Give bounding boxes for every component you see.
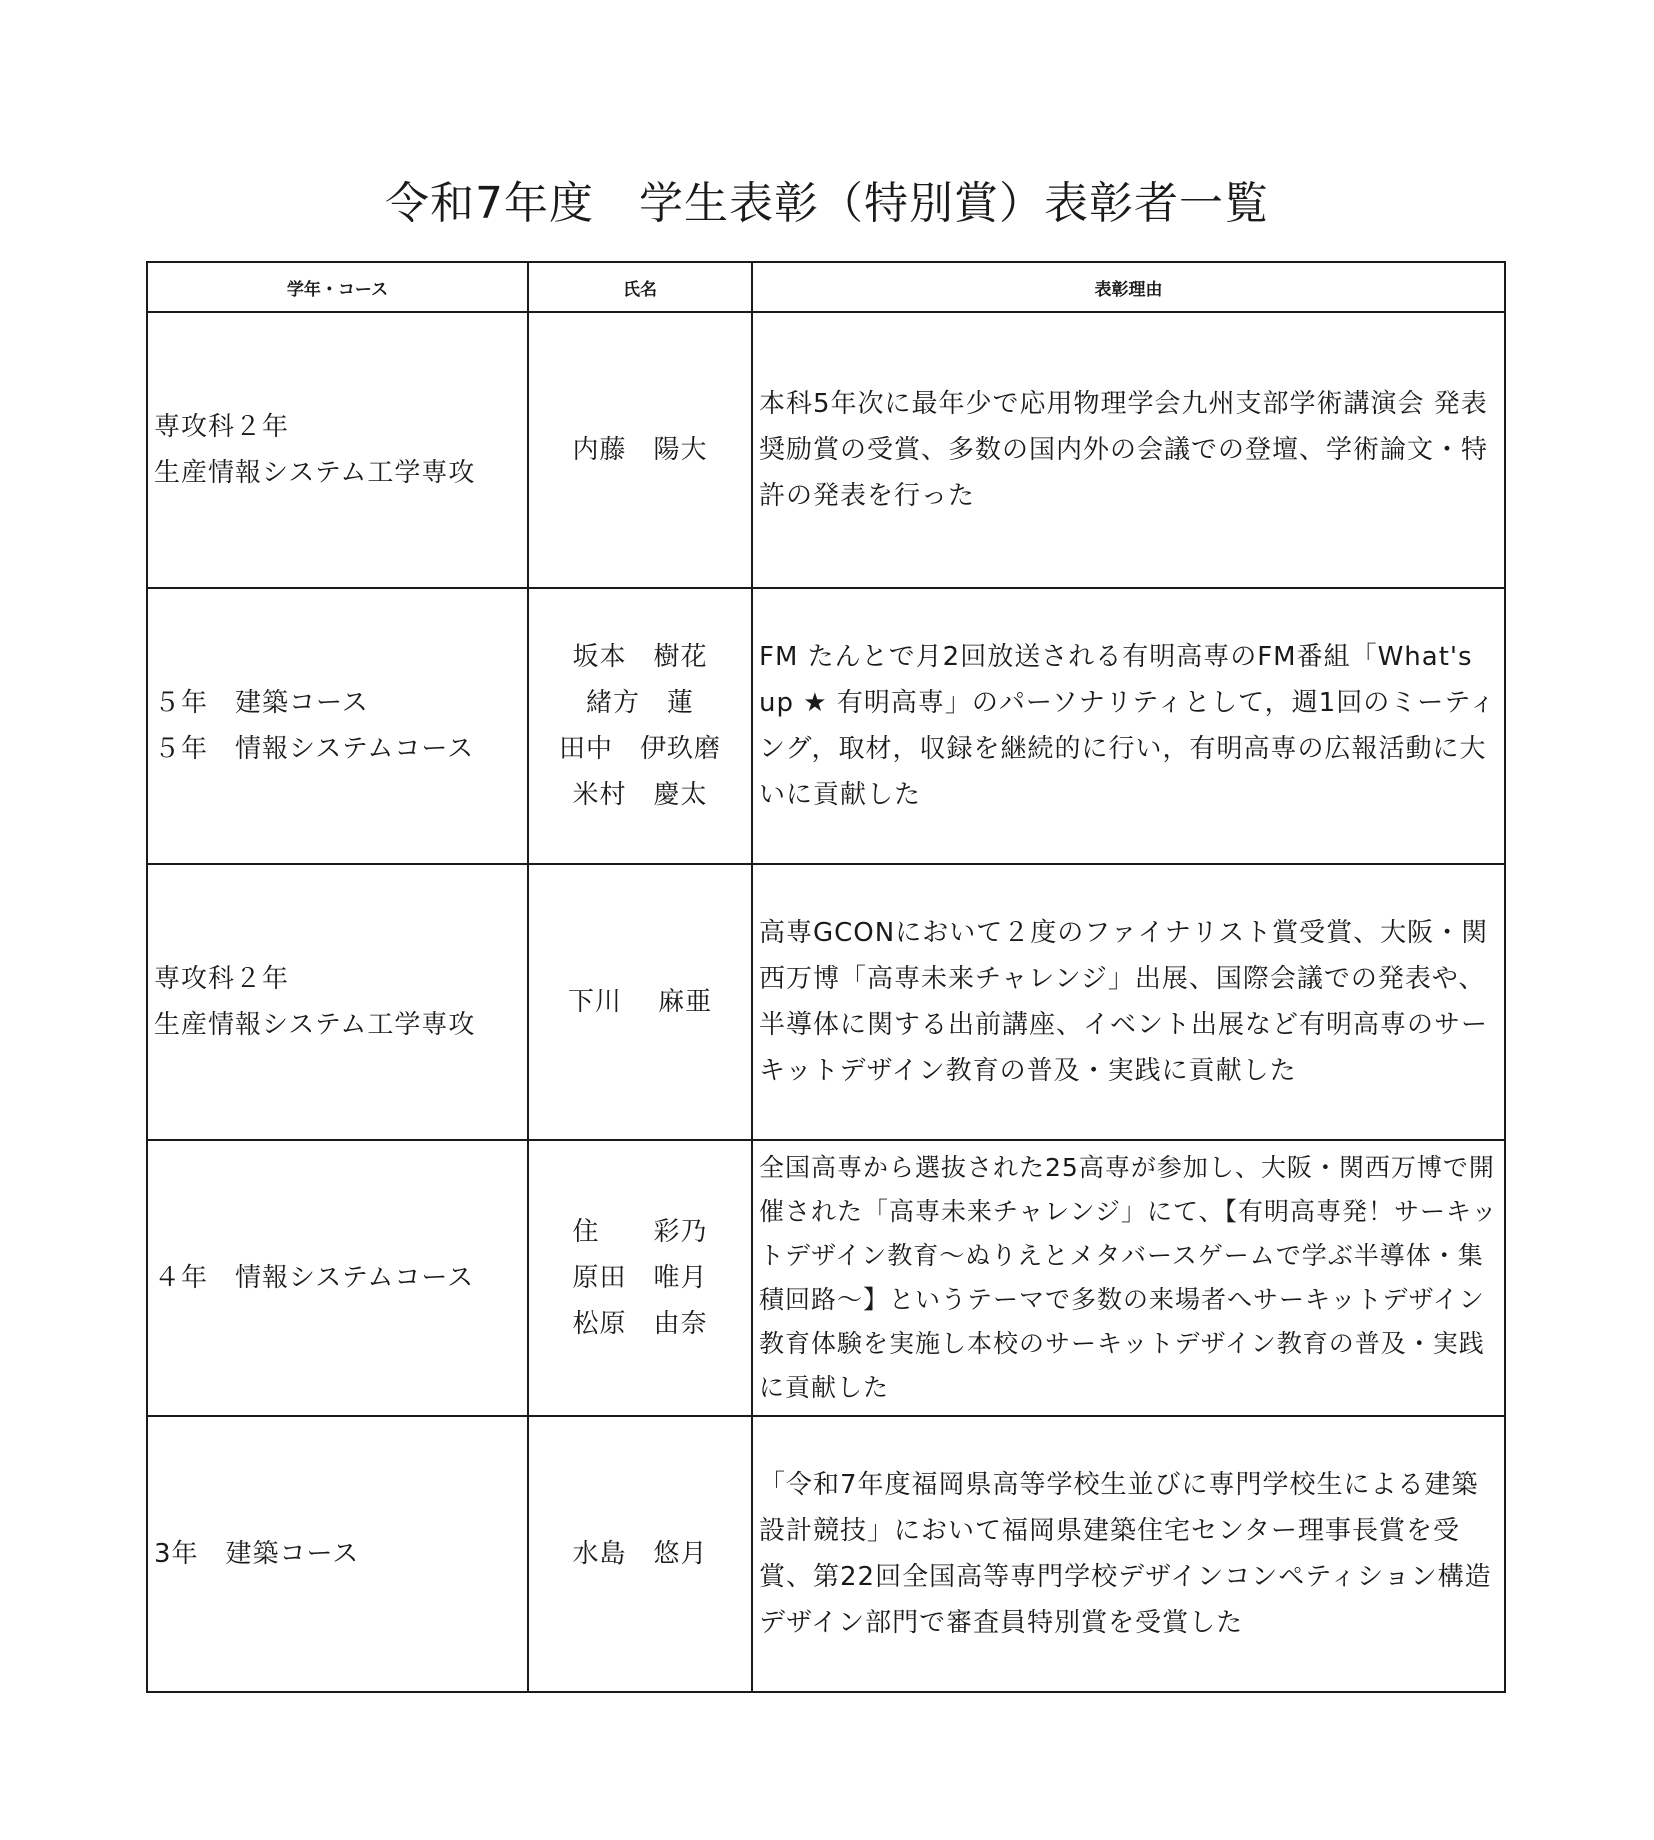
table-header-row — [147, 262, 1505, 312]
names-cell — [528, 1416, 752, 1692]
course-line: 生産情報システム工学専攻 — [154, 458, 476, 488]
names-cell — [528, 588, 752, 864]
course-cell — [147, 588, 528, 864]
reason-cell — [752, 1140, 1505, 1416]
course-line: 専攻科２年 — [154, 964, 290, 994]
student-name: 松原 由奈 — [572, 1309, 708, 1339]
reason-text: 全国高専から選抜された25高専が参加し、大阪・関西万博で開催された「高専未来チャレンジ」にて、【有明高専発！サーキットデザイン教育～ぬりえとメタバースゲームで学ぶ半導体・集積回路～】というテーマで多数の来場者へサーキットデザイン教育体験を実施し本校のサーキットデザイン教育の普及・実践に貢献した — [759, 1153, 1498, 1402]
names-cell — [528, 312, 752, 588]
student-name: 坂本 樹花 — [572, 642, 708, 672]
names-cell — [528, 1140, 752, 1416]
reason-cell — [752, 864, 1505, 1140]
course-line: ４年 情報システムコース — [154, 1263, 475, 1293]
table-row — [147, 1416, 1505, 1692]
header-reason: 表彰理由 — [752, 262, 1505, 312]
course-cell — [147, 312, 528, 588]
course-line: ５年 情報システムコース — [154, 734, 475, 764]
course-cell — [147, 1416, 528, 1692]
student-name: 緒方 蓮 — [585, 688, 694, 718]
student-name: 下川 麻亜 — [567, 987, 713, 1017]
reason-text: 高専GCONにおいて２度のファイナリスト賞受賞、大阪・関西万博「高専未来チャレンジ」出展、国際会議での発表や、半導体に関する出前講座、イベント出展など有明高専のサーキットデザイン教育の普及・実践に貢献した — [759, 918, 1489, 1086]
course-line: 3年 建築コース — [154, 1539, 360, 1569]
student-name: 住 彩乃 — [572, 1217, 708, 1247]
student-name: 水島 悠月 — [572, 1539, 708, 1569]
reason-text: FM たんとで月2回放送される有明高専のFM番組「What's up ★ 有明高専」のパーソナリティとして，週1回のミーティング，取材，収録を継続的に行い，有明高専の広報活動に大いに貢献した — [759, 642, 1497, 810]
table-row — [147, 588, 1505, 864]
reason-cell — [752, 1416, 1505, 1692]
reason-cell — [752, 588, 1505, 864]
student-name: 内藤 陽大 — [572, 435, 708, 465]
reason-cell — [752, 312, 1505, 588]
student-name: 米村 慶太 — [572, 780, 708, 810]
course-cell — [147, 864, 528, 1140]
course-cell — [147, 1140, 528, 1416]
table-row — [147, 864, 1505, 1140]
header-course: 学年・コース — [147, 262, 528, 312]
course-line: 専攻科２年 — [154, 412, 290, 442]
names-cell — [528, 864, 752, 1140]
table-row — [147, 312, 1505, 588]
course-line: ５年 建築コース — [154, 688, 369, 718]
student-name: 原田 唯月 — [572, 1263, 708, 1293]
page-title: 令和7年度 学生表彰（特別賞）表彰者一覧 — [385, 178, 1269, 229]
table-row — [147, 1140, 1505, 1416]
reason-text: 「令和7年度福岡県高等学校生並びに専門学校生による建築設計競技」において福岡県建築住宅センター理事長賞を受賞、第22回全国高等専門学校デザインコンペティション構造デザイン部門で審査員特別賞を受賞した — [759, 1470, 1492, 1638]
reason-text: 本科5年次に最年少で応用物理学会九州支部学術講演会 発表奨励賞の受賞、多数の国内外の会議での登壇、学術論文・特許の発表を行った — [759, 389, 1489, 511]
student-name: 田中 伊玖磨 — [558, 734, 721, 764]
header-name: 氏名 — [528, 262, 752, 312]
course-line: 生産情報システム工学専攻 — [154, 1010, 476, 1040]
award-table — [146, 261, 1506, 1693]
